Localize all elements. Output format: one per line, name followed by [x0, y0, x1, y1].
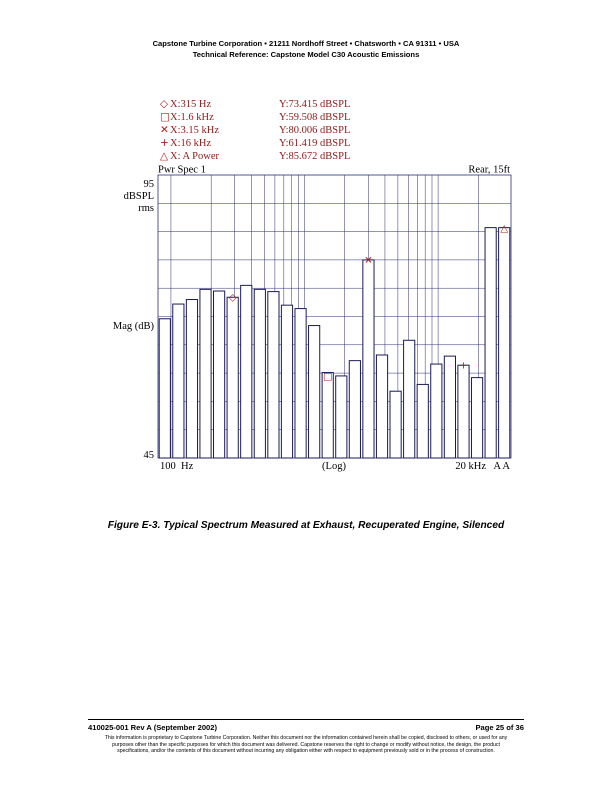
bar-8-khz: [417, 384, 428, 458]
readout-y-value: Y:73.415 dBSPL: [279, 99, 351, 110]
bar-500-hz: [254, 289, 265, 458]
bar-1.25-khz: [309, 326, 320, 458]
readout-x-value: X: A Power: [170, 151, 220, 162]
footer-notice-line: This information is proprietary to Capstone Turbine Corporation. Neither this document nor the information contained herein shall be copied, disclosed to others, or used for any: [104, 735, 508, 741]
marker-symbol: □: [322, 371, 333, 383]
bar-250-hz: [214, 291, 225, 458]
footer-document-id: 410025-001 Rev A (September 2002): [88, 723, 218, 732]
figure-caption: Figure E-3. Typical Spectrum Measured at Exhaust, Recuperated Engine, Silenced: [107, 520, 505, 531]
header-company-line: Capstone Turbine Corporation • 21211 Nordhoff Street • Chatsworth • CA 91311 • USA: [152, 39, 460, 48]
readout-symbol: △: [160, 150, 169, 162]
marker-symbol: ◇: [228, 292, 237, 304]
bar-20-khz: [471, 378, 482, 458]
readout-y-value: Y:59.508 dBSPL: [279, 112, 351, 123]
footer-notice-line: specifications, and/or the contents of this document without incurring any obligation either with respect to equipment previously sold or in the process of construction.: [117, 748, 495, 755]
marker-symbol: ✕: [364, 255, 373, 267]
footer-proprietary-notice: [88, 735, 524, 755]
bar-2.5-khz: [349, 361, 360, 458]
bar-1-khz: [295, 309, 306, 458]
readout-y-value: Y:61.419 dBSPL: [279, 138, 351, 149]
y-axis-unit-label: dBSPL: [123, 191, 154, 202]
bar-16-khz: [458, 365, 469, 458]
chart-bars: [159, 228, 510, 458]
x-axis-end-label: 20 kHz: [455, 461, 486, 472]
chart-title-left: Pwr Spec 1: [158, 164, 206, 176]
readout-x-value: X:1.6 kHz: [170, 112, 214, 123]
bar-4-khz: [376, 355, 387, 458]
readout-symbol: +: [160, 137, 169, 149]
bar-12.5-khz: [444, 356, 455, 458]
bar-630-hz: [268, 292, 279, 458]
readout-symbol: ◇: [160, 98, 169, 110]
footer-page-number: Page 25 of 36: [475, 723, 524, 732]
marker-symbol: +: [459, 360, 468, 372]
y-axis-max-label: 95: [143, 179, 154, 190]
bar-125-hz: [173, 304, 184, 458]
y-axis-min-label: 45: [143, 450, 154, 461]
y-axis-title: Mag (dB): [112, 321, 154, 332]
header-reference-line: Technical Reference: Capstone Model C30 Acoustic Emissions: [192, 50, 420, 59]
bar-160-hz: [186, 300, 197, 458]
readout-symbol: □: [160, 111, 170, 123]
readout-x-value: X:315 Hz: [170, 99, 212, 110]
bar-10-khz: [431, 364, 442, 458]
bar-1.6-khz: [322, 373, 333, 458]
bar-6.3-khz: [404, 340, 415, 458]
bar-315-hz: [227, 297, 238, 458]
readout-symbol: ✕: [160, 124, 169, 136]
footer-notice-line: purposes other than the specific purposes for which this document was delivered. Capstone reserves the right to change or modify without notice, the design, the product: [112, 741, 500, 748]
footer-divider: [88, 719, 524, 720]
readout-x-value: X:3.15 kHz: [170, 125, 219, 136]
bar-200-hz: [200, 289, 211, 458]
bar-3.15-khz: [363, 260, 374, 458]
marker-symbol: △: [500, 223, 509, 235]
chart-title-right: Rear, 15ft: [468, 164, 510, 176]
x-axis-a-labels: A A: [493, 461, 510, 472]
bar-a-power: [499, 228, 510, 458]
bar-5-khz: [390, 391, 401, 458]
bar-a: [485, 228, 496, 458]
y-axis-unit-rms-label: rms: [138, 203, 154, 214]
bar-800-hz: [281, 305, 292, 458]
x-axis-scale-label: (Log): [322, 461, 346, 472]
readout-y-value: Y:80.006 dBSPL: [279, 125, 351, 136]
bar-400-hz: [241, 285, 252, 458]
x-axis-start-label: 100 Hz: [160, 461, 194, 472]
readout-y-value: Y:85.672 dBSPL: [279, 151, 351, 162]
readout-x-value: X:16 kHz: [170, 138, 212, 149]
bar-2-khz: [336, 376, 347, 458]
marker-readouts: [160, 98, 350, 162]
bar-100-hz: [159, 319, 170, 458]
